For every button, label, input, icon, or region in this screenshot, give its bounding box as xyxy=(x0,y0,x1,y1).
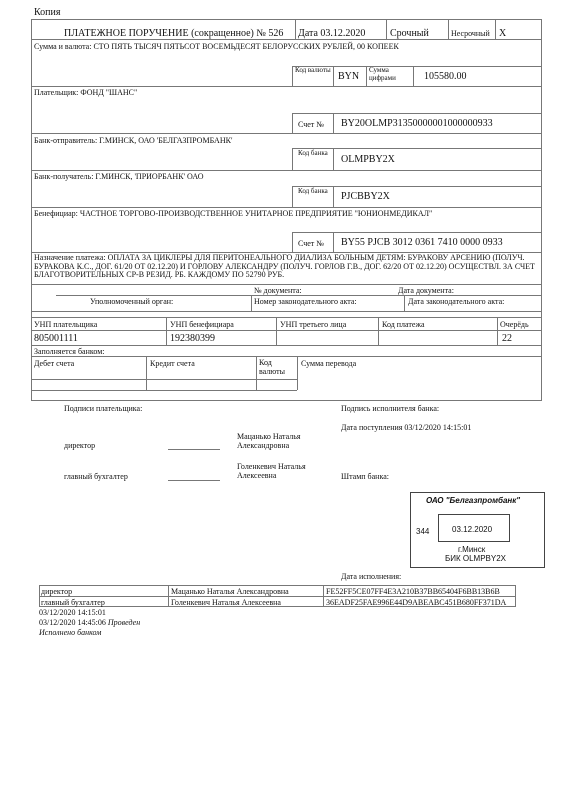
sender-bank-code-label: Код банка xyxy=(298,149,328,157)
footer-executed: Исполнено банком xyxy=(39,628,102,637)
debit-label: Дебет счета xyxy=(34,359,75,368)
stamp-date: 03.12.2020 xyxy=(452,525,493,534)
copy-label: Копия xyxy=(34,7,61,18)
footer-status-line xyxy=(39,618,140,627)
nonurgent-label: Несрочный xyxy=(451,29,490,38)
receiver-bank-code: PJCBBY2X xyxy=(341,191,390,202)
payment-purpose: Назначение платежа: ОПЛАТА ЗА ЦИКЛЕРЫ ДЛЯ ПЕРИТОНЕАЛЬНОГО ДИАЛИЗА БОЛЬНЫМ ДЕТЯМ: БУРАКОВУ АРСЕНИЮ (ПОЛУЧ. БУРАКОВА К.С., ДОГ. 61/20 ОТ 02.12.20) И ГОРЛОВУ АЛЕКСАНДРУ (ПОЛУЧ. ГОРЛОВ Г.В., ДОГ. 62/20 ОТ 02.12.20) ОСУЩЕСТВЛ. ЗА СЧЕТ БЛАГОТВОРИТЕЛЬНЫХ СР-В РЕЗИД. РБ. КАЖДОМУ ПО 52790 РУБ. xyxy=(34,253,535,280)
sum-digits: 105580.00 xyxy=(424,71,467,82)
payer-account-label: Счет № xyxy=(298,120,324,129)
currency-code-label: Код валюты xyxy=(295,66,331,74)
doc-title: ПЛАТЕЖНОЕ ПОРУЧЕНИЕ (сокращенное) № 526 xyxy=(64,28,284,39)
payment-code-label: Код платежа xyxy=(382,320,425,329)
currency-code: BYN xyxy=(338,71,360,82)
bank-executor-signature-label: Подпись исполнителя банка: xyxy=(341,404,440,413)
stamp-number: 344 xyxy=(416,527,430,536)
law-act-number-label: Номер законодательного акта: xyxy=(254,297,357,306)
footer-timestamp: 03/12/2020 14:15:01 xyxy=(39,608,106,617)
payer-signatures-label: Подписи плательщика: xyxy=(64,404,143,413)
sign-hash-1: FE52FF5CE07FF4E3A210B37BB65404F6BB13B6B xyxy=(326,587,500,596)
sign-hash-2: 36EADF25FAE996E44D9ABEABC451B680FF371DA xyxy=(326,598,507,607)
director-name: Мацанько Наталья Александровна xyxy=(237,432,301,450)
sign-role-1: директор xyxy=(41,587,73,596)
sum-digits-label: Сумма цифрами xyxy=(369,66,396,82)
chief-accountant-label: главный бухгалтер xyxy=(64,472,128,481)
beneficiary-account: BY55 PJCB 3012 0361 7410 0000 0933 xyxy=(341,237,503,248)
transfer-sum-label: Сумма перевода xyxy=(301,359,357,368)
unp-beneficiary-value: 192380399 xyxy=(170,333,215,344)
stamp-bik: БИК OLMPBY2X xyxy=(445,554,507,563)
doc-date: Дата 03.12.2020 xyxy=(298,28,366,39)
doc-date-label: Дата документа: xyxy=(398,286,454,295)
payer-label: Плательщик: ФОНД "ШАНС" xyxy=(34,88,138,97)
receiver-bank-code-label: Код банка xyxy=(298,187,328,195)
receipt-date: Дата поступления 03/12/2020 14:15:01 xyxy=(341,423,472,432)
urgent-label: Срочный xyxy=(390,28,429,39)
amount-words: Сумма и валюта: СТО ПЯТЬ ТЫСЯЧ ПЯТЬСОТ ВОСЕМЬДЕСЯТ БЕЛОРУССКИХ РУБЛЕЙ, 00 КОПЕЕК xyxy=(34,42,399,51)
director-label: директор xyxy=(64,441,96,450)
code-currency-label: Код валюты xyxy=(259,358,286,376)
unp-beneficiary-label: УНП бенефициара xyxy=(170,320,234,329)
unp-payer-label: УНП плательщика xyxy=(34,320,98,329)
sender-bank-label: Банк-отправитель: Г.МИНСК, ОАО 'БЕЛГАЗПРОМБАНК' xyxy=(34,136,233,145)
sign-role-2: главный бухгалтер xyxy=(41,598,105,607)
queue-value: 22 xyxy=(502,333,512,344)
execution-date-label: Дата исполнения: xyxy=(341,572,402,581)
footer-status: Проведен xyxy=(107,618,141,627)
sign-name-2: Голенкевич Наталья Алексеевна xyxy=(171,598,281,607)
bank-stamp-label: Штамп банка: xyxy=(341,472,389,481)
law-act-date-label: Дата законодательного акта: xyxy=(408,297,505,306)
receiver-bank-label: Банк-получатель: Г.МИНСК, 'ПРИОРБАНК' ОАО xyxy=(34,172,204,181)
doc-number-label: № документа: xyxy=(254,286,302,295)
sender-bank-code: OLMPBY2X xyxy=(341,154,395,165)
beneficiary-account-label: Счет № xyxy=(298,239,324,248)
bank-fill-label: Заполняется банком: xyxy=(34,347,105,356)
stamp-city: г.Минск xyxy=(458,545,486,554)
chief-accountant-name: Голенкевич Наталья Алексеевна xyxy=(237,462,306,480)
unp-payer-value: 805001111 xyxy=(34,333,78,344)
authorized-body-label: Уполномоченный орган: xyxy=(90,297,174,306)
sign-name-1: Мацанько Наталья Александровна xyxy=(171,587,289,596)
footer-status-date: 03/12/2020 14:45:06 xyxy=(39,618,106,627)
nonurgent-mark: X xyxy=(499,28,507,39)
credit-label: Кредит счета xyxy=(150,359,195,368)
stamp-bank-name: ОАО "Белгазпромбанк" xyxy=(426,496,521,505)
queue-label: Очерёдь xyxy=(500,320,529,329)
payer-account: BY20OLMP31350000001000000933 xyxy=(341,118,493,129)
unp-third-party-label: УНП третьего лица xyxy=(280,320,347,329)
beneficiary-label: Бенефициар: ЧАСТНОЕ ТОРГОВО-ПРОИЗВОДСТВЕННОЕ УНИТАРНОЕ ПРЕДПРИЯТИЕ "ЮНИОНМЕДИКАЛ" xyxy=(34,209,433,218)
